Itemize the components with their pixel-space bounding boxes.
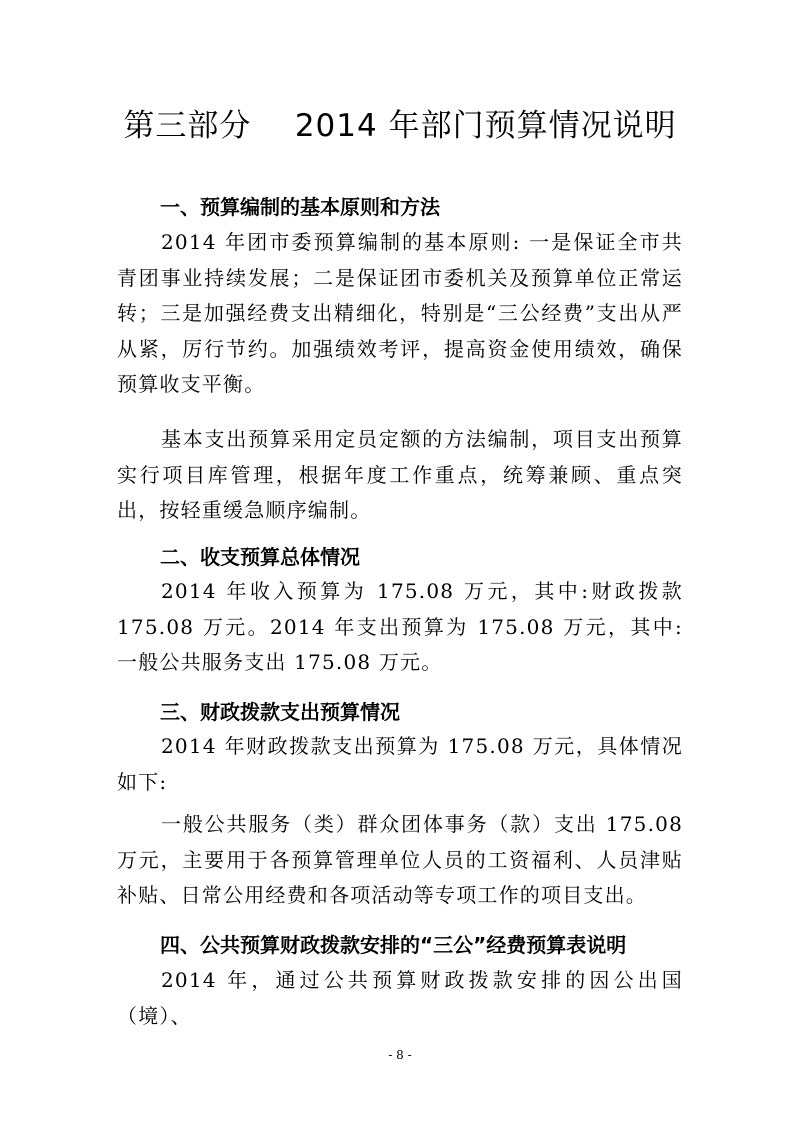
section-heading-3: 三、财政拨款支出预算情况	[160, 700, 400, 724]
section-heading-4: 四、公共预算财政拨款安排的“三公”经费预算表说明	[160, 933, 627, 957]
section-1-paragraph-1: 2014 年团市委预算编制的基本原则: 一是保证全市共青团事业持续发展；二是保证团市委机关及预算单位正常运转；三是加强经费支出精细化，特别是“三公经费”支出从严从紧，厉行节约。加强绩效考评，提高资金使用绩效，确保预算收支平衡。	[117, 230, 683, 397]
page-title: 第三部分 2014 年部门预算情况说明	[123, 108, 677, 144]
section-2-paragraph-1: 2014 年收入预算为 175.08 万元，其中:财政拨款 175.08 万元。2014 年支出预算为 175.08 万元，其中: 一般公共服务支出 175.08 万元。	[117, 579, 683, 675]
section-1-paragraph-2: 基本支出预算采用定员定额的方法编制，项目支出预算实行项目库管理，根据年度工作重点，统筹兼顾、重点突出，按轻重缓急顺序编制。	[117, 427, 683, 523]
section-3-paragraph-2: 一般公共服务（类）群众团体事务（款）支出 175.08 万元，主要用于各预算管理单位人员的工资福利、人员津贴补贴、日常公用经费和各项活动等专项工作的项目支出。	[117, 812, 683, 908]
page-number: - 8 -	[388, 1048, 412, 1062]
section-heading-2: 二、收支预算总体情况	[160, 545, 360, 569]
section-4-paragraph-1: 2014 年，通过公共预算财政拨款安排的因公出国（境）、	[117, 968, 683, 1028]
section-3-paragraph-1: 2014 年财政拨款支出预算为 175.08 万元，具体情况如下:	[117, 734, 683, 794]
section-heading-1: 一、预算编制的基本原则和方法	[160, 195, 440, 219]
